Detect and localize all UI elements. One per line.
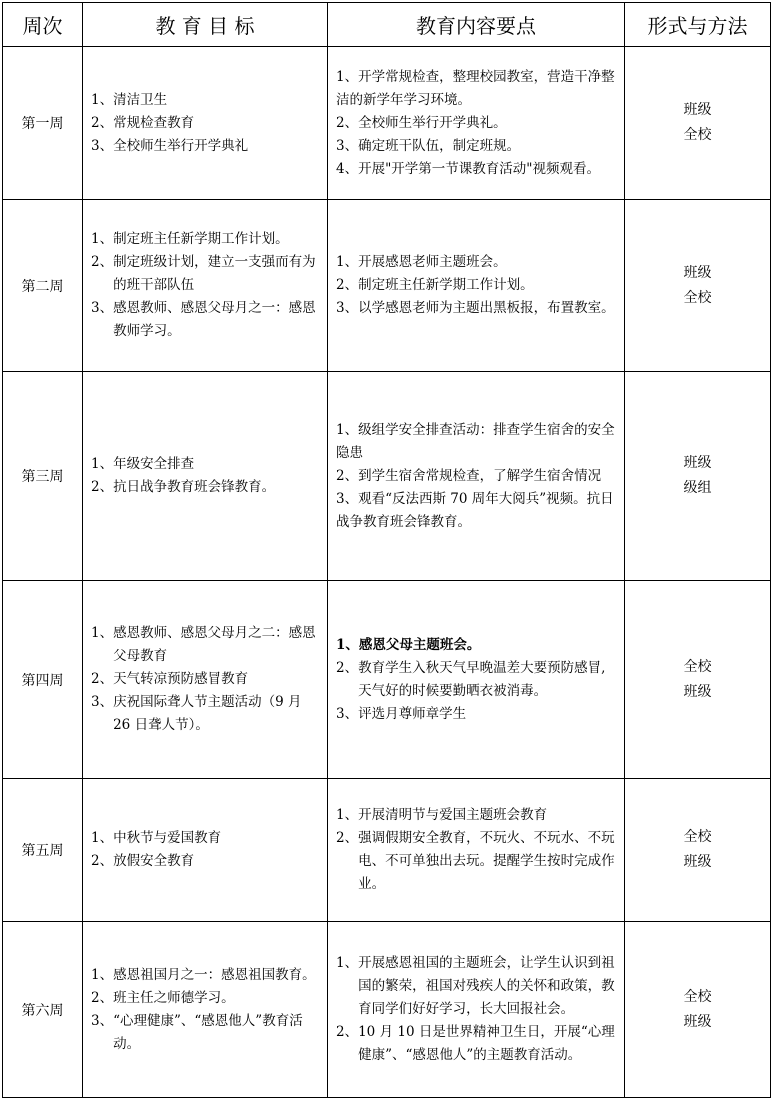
goal-item: 3、 全校师生举行开学典礼	[91, 137, 249, 154]
goal-item: 2、 常规检查教育	[91, 114, 195, 131]
content-item: 2、制定班主任新学期工作计划。	[336, 277, 534, 293]
week-cell: 第二周	[3, 200, 83, 372]
form-item: 班级	[683, 264, 712, 281]
week-cell: 第四周	[3, 581, 83, 779]
form-item: 全校	[683, 289, 712, 306]
form-item: 班级	[683, 102, 712, 118]
content-item: 1、 开展清明节与爱国主题班会教育	[336, 807, 548, 823]
goal-item: 1、 年级安全排查	[91, 456, 195, 472]
header-content: 教育内容要点	[328, 3, 625, 47]
content-item: 2、全校师生举行开学典礼。	[336, 114, 507, 131]
goal-item: 2、 班主任之师德学习。	[91, 989, 235, 1006]
form-item: 全校	[683, 658, 712, 675]
content-item: 1、 开展感恩祖国的主题班会，让学生认识到祖国的繁荣，祖国对残疾人的关怀和政策，教育同学们好好学习，长大回报社会。	[336, 955, 615, 1017]
form-item: 全校	[683, 988, 712, 1005]
form-cell	[625, 581, 771, 779]
content-cell	[328, 372, 625, 581]
content-item: 2、 强调假期安全教育，不玩火、不玩水、不玩电、不可单独出去玩。提醒学生按时完成作业。	[336, 830, 615, 892]
form-cell	[625, 922, 771, 1098]
week-cell: 第六周	[3, 922, 83, 1098]
content-cell	[328, 922, 625, 1098]
goal-item: 2、 制定班级计划，建立一支强而有为的班干部队伍	[91, 254, 316, 293]
goals-cell	[83, 922, 328, 1098]
goal-item: 1、 感恩教师、感恩父母月之二：感恩父母教育	[91, 625, 316, 664]
week-cell: 第一周	[3, 47, 83, 200]
content-item: 3、确定班干队伍，制定班规。	[336, 137, 521, 154]
header-row	[3, 3, 771, 47]
goals-cell	[83, 372, 328, 581]
table-row	[3, 779, 771, 922]
week-cell: 第三周	[3, 372, 83, 581]
content-cell	[328, 47, 625, 200]
content-item: 1、开学常规检查，整理校园教室，营造干净整洁的新学年学习环境。	[336, 68, 615, 108]
goal-item: 2、 放假安全教育	[91, 853, 195, 869]
table-row	[3, 200, 771, 372]
goal-item: 3、 “心理健康”、“感恩他人”教育活动。	[91, 1012, 303, 1052]
content-cell	[328, 200, 625, 372]
table-row	[3, 47, 771, 200]
form-cell	[625, 200, 771, 372]
goals-cell	[83, 47, 328, 200]
content-cell	[328, 581, 625, 779]
table-row	[3, 372, 771, 581]
form-item: 全校	[683, 127, 712, 143]
content-item: 2、到学生宿舍常规检查，了解学生宿舍情况	[336, 467, 602, 484]
form-item: 级组	[683, 480, 712, 496]
goals-cell	[83, 581, 328, 779]
goal-item: 1、 清洁卫生	[91, 91, 168, 108]
header-goals: 教 育 目 标	[83, 3, 328, 47]
table-row	[3, 922, 771, 1098]
content-item: 2、 教育学生入秋天气早晚温差大要预防感冒,天气好的时候要勤晒衣被消毒。	[336, 659, 606, 699]
goals-cell	[83, 779, 328, 922]
table-row	[3, 581, 771, 779]
content-item: 3、观看“反法西斯 70 周年大阅兵”视频。抗日战争教育班会锋教育。	[336, 490, 614, 530]
form-cell	[625, 47, 771, 200]
form-item: 班级	[683, 854, 712, 870]
content-item: 4、开展"开学第一节课教育活动"视频观看。	[336, 160, 601, 177]
goal-item: 3、 感恩教师、感恩父母月之一：感恩教师学习。	[91, 300, 316, 339]
form-item: 全校	[683, 829, 712, 845]
goal-item: 1、 制定班主任新学期工作计划。	[91, 231, 289, 247]
goals-cell	[83, 200, 328, 372]
goal-item: 1、 中秋节与爱国教育	[91, 830, 222, 846]
form-cell	[625, 779, 771, 922]
content-cell	[328, 779, 625, 922]
weekly-plan-table	[2, 2, 771, 1098]
form-item: 班级	[683, 455, 712, 471]
content-item: 1、开展感恩老师主题班会。	[336, 254, 507, 270]
content-item: 3、 评选月尊师章学生	[336, 705, 467, 722]
week-cell: 第五周	[3, 779, 83, 922]
header-week: 周次	[3, 3, 83, 47]
form-cell	[625, 372, 771, 581]
goal-item: 3、 庆祝国际聋人节主题活动（9 月 26 日聋人节）。	[91, 694, 302, 733]
form-item: 班级	[683, 1013, 712, 1030]
content-item: 1、 感恩父母主题班会。	[336, 636, 481, 653]
content-item: 3、以学感恩老师为主题出黑板报，布置教室。	[336, 300, 615, 316]
content-item: 2、 10 月 10 日是世界精神卫生日，开展“心理健康”、“感恩他人”的主题教育活动。	[336, 1024, 615, 1063]
header-form: 形式与方法	[625, 3, 771, 47]
goal-item: 2、 天气转凉预防感冒教育	[91, 671, 249, 687]
content-item: 1、级组学安全排查活动：排查学生宿舍的安全隐患	[336, 421, 615, 461]
goal-item: 2、 抗日战争教育班会锋教育。	[91, 479, 276, 495]
goal-item: 1、 感恩祖国月之一：感恩祖国教育。	[91, 966, 316, 983]
form-item: 班级	[683, 683, 712, 700]
